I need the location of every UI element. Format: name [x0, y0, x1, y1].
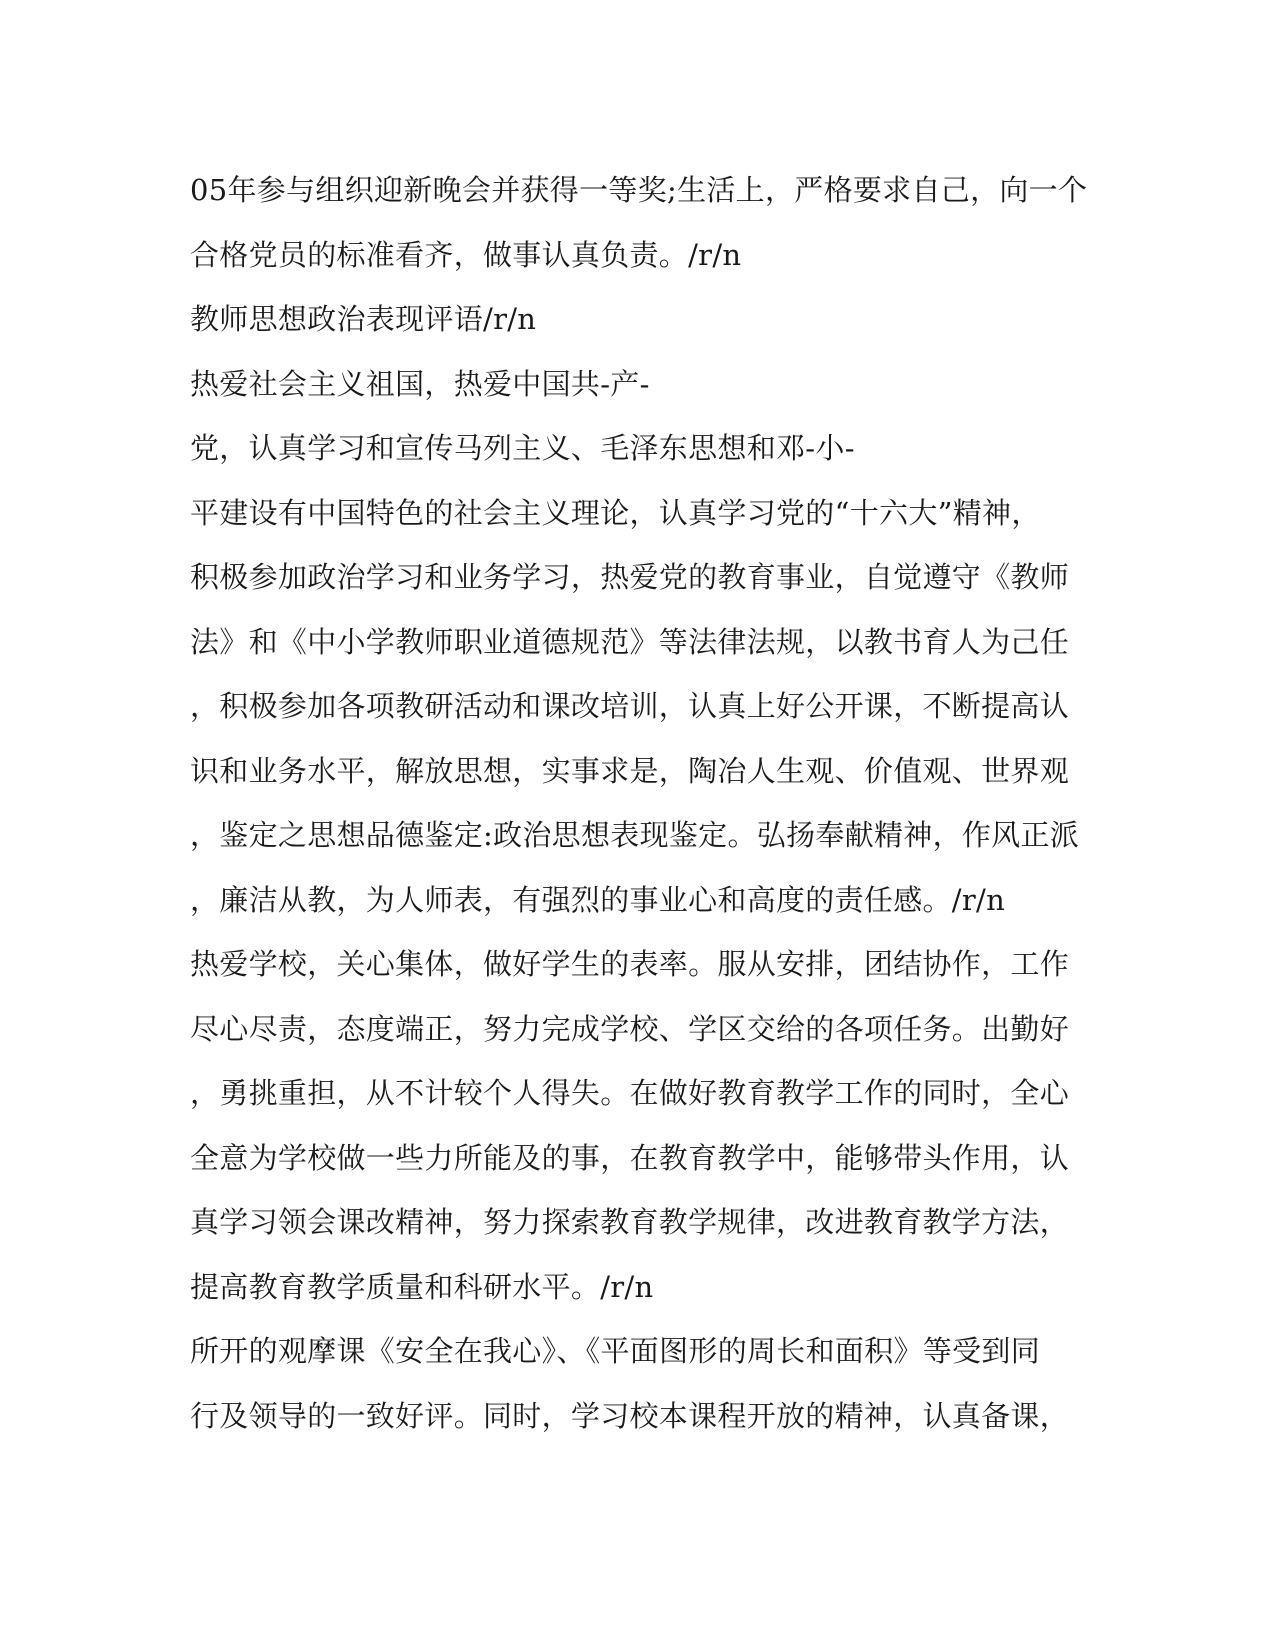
- text-line: ，勇挑重担，从不计较个人得失。在做好教育教学工作的同时，全心: [190, 1076, 1070, 1110]
- text-line: 识和业务水平，解放思想，实事求是，陶冶人生观、价值观、世界观: [190, 753, 1070, 788]
- text-line: ，积极参加各项教研活动和课改培训，认真上好公开课，不断提高认: [190, 689, 1070, 723]
- text-line: 所开的观摩课《安全在我心》、《平面图形的周长和面积》等受到同: [190, 1334, 1041, 1368]
- text-line: 全意为学校做一些力所能及的事，在教育教学中，能够带头作用，认: [190, 1140, 1070, 1175]
- text-line: 党，认真学习和宣传马列主义、毛泽东思想和邓-小-: [190, 431, 855, 465]
- text-line: 05年参与组织迎新晚会并获得一等奖;生活上，严格要求自己，向一个: [190, 173, 1088, 207]
- text-line: 提高教育教学质量和科研水平。/r/n: [190, 1269, 654, 1304]
- text-line: 法》和《中小学教师职业道德规范》等法律法规，以教书育人为己任: [190, 624, 1070, 659]
- text-line: 合格党员的标准看齐，做事认真负责。/r/n: [190, 237, 742, 272]
- text-line: 真学习领会课改精神，努力探索教育教学规律，改进教育教学方法，: [190, 1205, 1070, 1239]
- text-line: 尽心尽责，态度端正，努力完成学校、学区交给的各项任务。出勤好: [190, 1011, 1070, 1046]
- text-line: ，鉴定之思想品德鉴定:政治思想表现鉴定。弘扬奉献精神，作风正派: [190, 818, 1080, 852]
- section-heading: 教师思想政治表现评语/r/n: [190, 302, 537, 336]
- text-line: 行及领导的一致好评。同时，学习校本课程开放的精神，认真备课，: [190, 1398, 1070, 1433]
- body-text: [190, 158, 1090, 1448]
- text-line: 热爱学校，关心集体，做好学生的表率。服从安排，团结协作，工作: [190, 947, 1070, 981]
- text-line: 平建设有中国特色的社会主义理论，认真学习党的“十六大”精神，: [190, 495, 1041, 530]
- text-line: 积极参加政治学习和业务学习，热爱党的教育事业，自觉遵守《教师: [190, 560, 1070, 594]
- text-line: ，廉洁从教，为人师表，有强烈的事业心和高度的责任感。/r/n: [190, 882, 1006, 917]
- text-line: 热爱社会主义祖国，热爱中国共-产-: [190, 366, 650, 401]
